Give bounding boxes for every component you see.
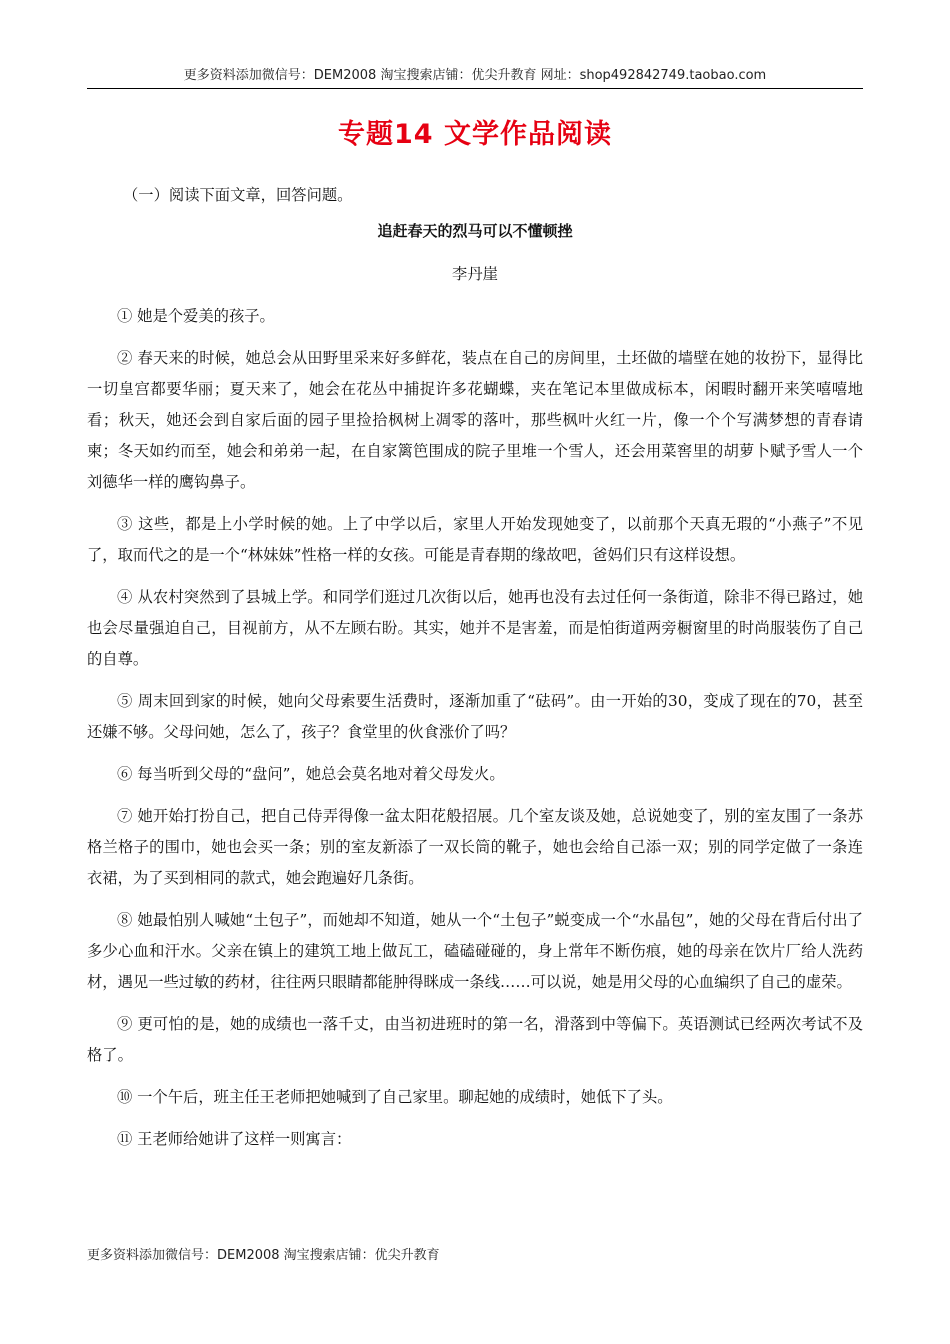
article-body xyxy=(87,180,863,1166)
paragraph-7: ⑦ 她开始打扮自己，把自己侍弄得像一盆太阳花般招展。几个室友谈及她，总说她变了，别的室友围了一条苏格兰格子的围巾，她也会买一条；别的室友新添了一双长筒的靴子，她也会给自己添一双；别的同学定做了一条连衣裙，为了买到相同的款式，她会跑遍好几条街。 xyxy=(87,807,863,887)
page-title: 专题14 文学作品阅读 xyxy=(338,119,612,150)
page-footer: 更多资料添加微信号：DEM2008 淘宝搜索店铺：优尖升教育 xyxy=(87,1248,440,1263)
page-header: 更多资料添加微信号：DEM2008 淘宝搜索店铺：优尖升教育 网址：shop492842749.taobao.com xyxy=(183,68,767,83)
paragraph-11: ⑪ 王老师给她讲了这样一则寓言： xyxy=(117,1130,352,1148)
article-author: 李丹崖 xyxy=(452,265,498,283)
header-divider xyxy=(87,88,863,89)
section-intro: （一）阅读下面文章，回答问题。 xyxy=(123,186,353,204)
paragraph-9: ⑨ 更可怕的是，她的成绩也一落千丈，由当初进班时的第一名，滑落到中等偏下。英语测试已经两次考试不及格了。 xyxy=(87,1015,863,1064)
paragraph-10: ⑩ 一个午后，班主任王老师把她喊到了自己家里。聊起她的成绩时，她低下了头。 xyxy=(117,1088,673,1106)
paragraph-4: ④ 从农村突然到了县城上学。和同学们逛过几次街以后，她再也没有去过任何一条街道，除非不得已路过，她也会尽量强迫自己，目视前方，从不左顾右盼。其实，她并不是害羞，而是怕街道两旁橱窗里的时尚服装伤了自己的自尊。 xyxy=(87,588,863,668)
paragraph-3: ③ 这些，都是上小学时候的她。上了中学以后，家里人开始发现她变了，以前那个天真无瑕的“小燕子”不见了，取而代之的是一个“林妹妹”性格一样的女孩。可能是青春期的缘故吧，爸妈们只有这样设想。 xyxy=(87,515,863,564)
article-title: 追赶春天的烈马可以不懂顿挫 xyxy=(377,222,573,240)
paragraph-1: ① 她是个爱美的孩子。 xyxy=(117,307,275,325)
paragraph-5: ⑤ 周末回到家的时候，她向父母索要生活费时，逐渐加重了“砝码”。由一开始的30，变成了现在的70，甚至还嫌不够。父母问她，怎么了，孩子？食堂里的伙食涨价了吗？ xyxy=(87,692,863,741)
paragraph-8: ⑧ 她最怕别人喊她“土包子”，而她却不知道，她从一个“土包子”蜕变成一个“水晶包”，她的父母在背后付出了多少心血和汗水。父亲在镇上的建筑工地上做瓦工，磕磕碰碰的，身上常年不断伤痕，她的母亲在饮片厂给人洗药材，遇见一些过敏的药材，往往两只眼睛都能肿得眯成一条线……可以说，她是用父母的心血编织了自己的虚荣。 xyxy=(87,911,863,991)
paragraph-2: ② 春天来的时候，她总会从田野里采来好多鲜花，装点在自己的房间里，土坯做的墙壁在她的妆扮下，显得比一切皇宫都要华丽；夏天来了，她会在花丛中捕捉许多花蝴蝶，夹在笔记本里做成标本，闲暇时翻开来笑嘻嘻地看；秋天，她还会到自家后面的园子里捡拾枫树上凋零的落叶，那些枫叶火红一片，像一个个写满梦想的青春请柬；冬天如约而至，她会和弟弟一起，在自家篱笆围成的院子里堆一个雪人，还会用菜窖里的胡萝卜赋予雪人一个刘德华一样的鹰钩鼻子。 xyxy=(87,349,863,491)
paragraph-6: ⑥ 每当听到父母的“盘问”，她总会莫名地对着父母发火。 xyxy=(117,765,505,783)
